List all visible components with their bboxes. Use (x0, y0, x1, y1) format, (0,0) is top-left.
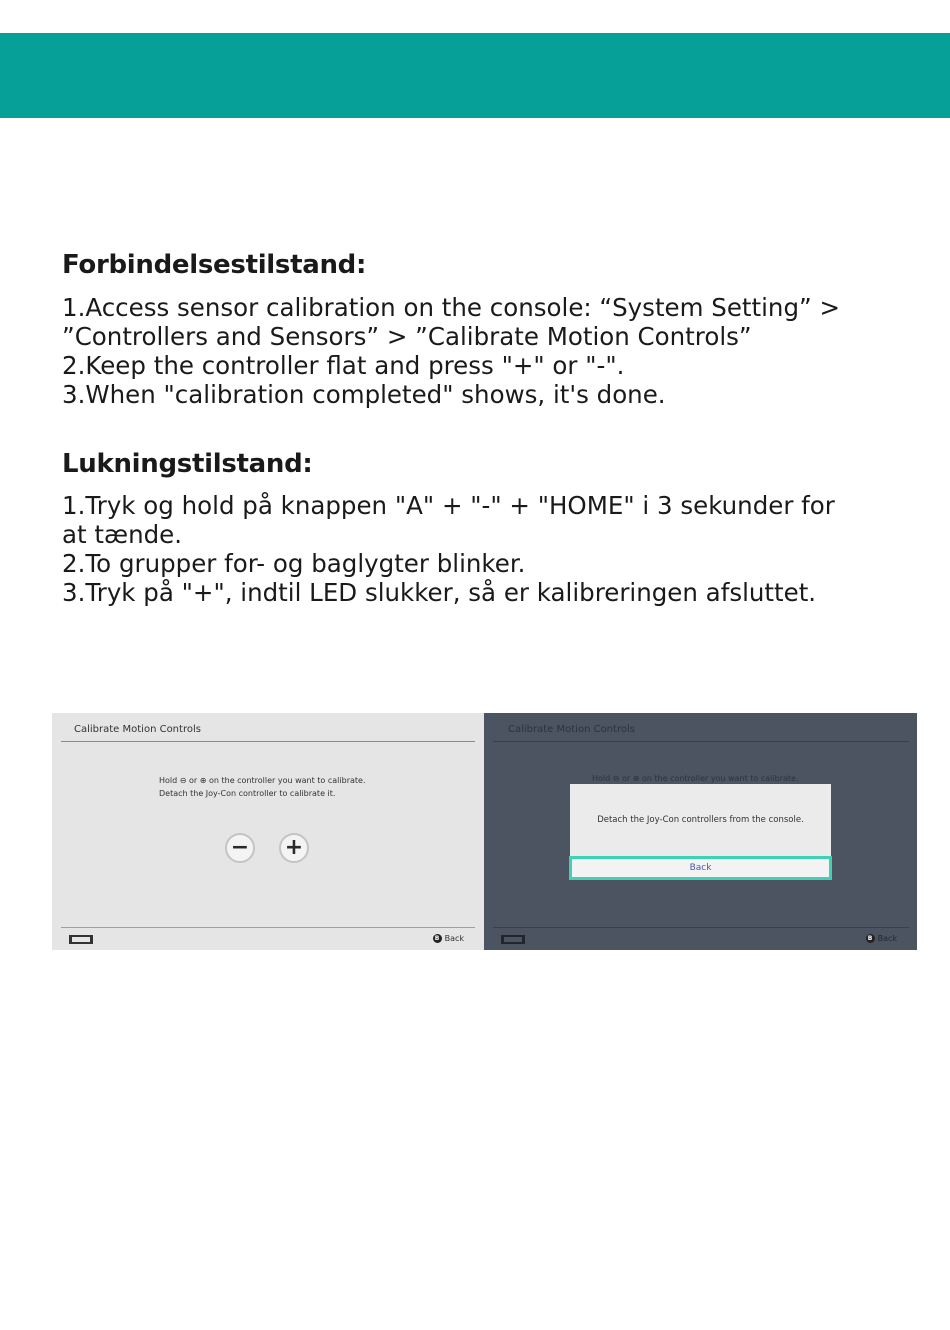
calibrate-screen-left (52, 713, 484, 950)
step-line: 1.Tryk og hold på knappen "A" + "-" + "HOME" i 3 sekunder for (62, 491, 835, 520)
hint-line: Hold ⊖ or ⊕ on the controller you want to calibrate. (159, 776, 366, 785)
hint-line: Detach the Joy-Con controller to calibrate it. (159, 789, 336, 798)
b-button-icon: B (433, 934, 442, 943)
step-line: at tænde. (62, 520, 183, 549)
back-label: Back (444, 934, 464, 943)
divider (493, 741, 909, 742)
calibrate-hint (159, 774, 366, 800)
b-button-icon: B (866, 934, 875, 943)
plus-button[interactable] (279, 833, 309, 863)
back-hint[interactable] (433, 934, 464, 943)
step-line: 3.Tryk på "+", indtil LED slukker, så er kalibreringen afsluttet. (62, 578, 817, 607)
header-band (0, 33, 950, 118)
detach-dialog (570, 784, 831, 879)
section-title-shutdown: Lukningstilstand: (62, 449, 313, 479)
screen-title: Calibrate Motion Controls (508, 724, 635, 735)
shutdown-steps (62, 491, 902, 607)
console-icon (70, 935, 92, 944)
back-label: Back (877, 934, 897, 943)
divider (61, 927, 475, 928)
step-line: 1.Access sensor calibration on the console: “System Setting” > (62, 293, 841, 322)
dialog-message: Detach the Joy-Con controllers from the console. (597, 815, 804, 825)
minus-icon: − (230, 835, 250, 860)
divider (493, 927, 909, 928)
step-line: 3.When "calibration completed" shows, it's done. (62, 380, 666, 409)
step-line: 2.To grupper for- og baglygter blinker. (62, 549, 526, 578)
divider (61, 741, 475, 742)
screen-title: Calibrate Motion Controls (74, 724, 201, 735)
step-line: 2.Keep the controller flat and press "+" or "-". (62, 351, 625, 380)
dialog-back-button[interactable]: Back (569, 856, 832, 880)
plus-icon: + (284, 835, 304, 860)
calibrate-hint: Hold ⊖ or ⊕ on the controller you want to calibrate. (592, 774, 799, 783)
console-icon (502, 935, 524, 944)
calibrate-screen-right (484, 713, 917, 950)
connection-steps (62, 293, 902, 409)
step-line: ”Controllers and Sensors” > ”Calibrate Motion Controls” (62, 322, 752, 351)
minus-button[interactable] (225, 833, 255, 863)
section-title-connection: Forbindelsestilstand: (62, 250, 367, 280)
back-hint[interactable] (866, 934, 897, 943)
